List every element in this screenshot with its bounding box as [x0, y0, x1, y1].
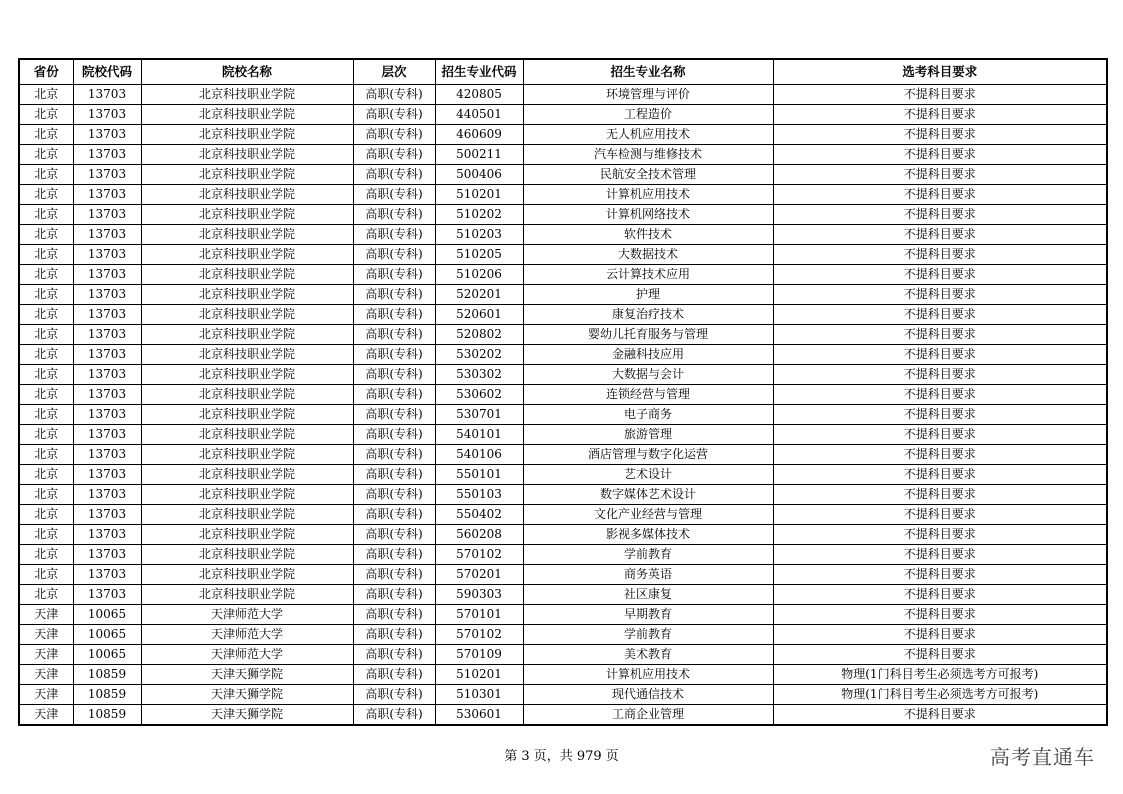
- cell-subject-requirement: 不提科目要求: [773, 225, 1107, 245]
- cell-major-code: 520802: [435, 325, 523, 345]
- cell-subject-requirement: 不提科目要求: [773, 425, 1107, 445]
- cell-major-code: 510201: [435, 665, 523, 685]
- cell-school-name: 天津天狮学院: [141, 665, 353, 685]
- cell-school-name: 北京科技职业学院: [141, 425, 353, 445]
- cell-major-name: 计算机应用技术: [523, 185, 773, 205]
- cell-major-code: 550103: [435, 485, 523, 505]
- cell-major-name: 大数据技术: [523, 245, 773, 265]
- cell-major-code: 510206: [435, 265, 523, 285]
- cell-level: 高职(专科): [353, 685, 435, 705]
- header-school-name: 院校名称: [141, 59, 353, 85]
- cell-major-name: 汽车检测与维修技术: [523, 145, 773, 165]
- cell-major-name: 数字媒体艺术设计: [523, 485, 773, 505]
- cell-school-code: 13703: [73, 245, 141, 265]
- cell-level: 高职(专科): [353, 345, 435, 365]
- table-row: [19, 645, 1107, 665]
- table-row: [19, 445, 1107, 465]
- cell-province: 北京: [19, 105, 73, 125]
- table-row: [19, 665, 1107, 685]
- cell-subject-requirement: 不提科目要求: [773, 385, 1107, 405]
- cell-major-code: 570201: [435, 565, 523, 585]
- cell-school-name: 北京科技职业学院: [141, 465, 353, 485]
- cell-level: 高职(专科): [353, 505, 435, 525]
- cell-school-code: 10859: [73, 705, 141, 726]
- cell-school-code: 13703: [73, 365, 141, 385]
- cell-province: 北京: [19, 125, 73, 145]
- cell-province: 北京: [19, 85, 73, 105]
- cell-subject-requirement: 不提科目要求: [773, 485, 1107, 505]
- table-row: [19, 405, 1107, 425]
- cell-school-name: 天津天狮学院: [141, 685, 353, 705]
- cell-major-code: 460609: [435, 125, 523, 145]
- cell-school-name: 北京科技职业学院: [141, 405, 353, 425]
- cell-school-name: 北京科技职业学院: [141, 245, 353, 265]
- cell-school-code: 13703: [73, 385, 141, 405]
- cell-school-name: 北京科技职业学院: [141, 105, 353, 125]
- cell-subject-requirement: 不提科目要求: [773, 605, 1107, 625]
- cell-level: 高职(专科): [353, 625, 435, 645]
- cell-major-code: 530701: [435, 405, 523, 425]
- cell-subject-requirement: 不提科目要求: [773, 205, 1107, 225]
- cell-subject-requirement: 不提科目要求: [773, 305, 1107, 325]
- table-row: [19, 345, 1107, 365]
- cell-province: 北京: [19, 465, 73, 485]
- cell-major-code: 440501: [435, 105, 523, 125]
- cell-major-code: 540101: [435, 425, 523, 445]
- table-row: [19, 225, 1107, 245]
- cell-school-name: 北京科技职业学院: [141, 525, 353, 545]
- table-row: [19, 685, 1107, 705]
- cell-major-code: 540106: [435, 445, 523, 465]
- cell-subject-requirement: 不提科目要求: [773, 645, 1107, 665]
- table-row: [19, 105, 1107, 125]
- cell-subject-requirement: 不提科目要求: [773, 525, 1107, 545]
- admission-table: [18, 58, 1108, 726]
- cell-school-code: 13703: [73, 185, 141, 205]
- cell-school-code: 13703: [73, 545, 141, 565]
- cell-school-code: 10065: [73, 605, 141, 625]
- cell-province: 天津: [19, 645, 73, 665]
- cell-level: 高职(专科): [353, 665, 435, 685]
- cell-subject-requirement: 不提科目要求: [773, 85, 1107, 105]
- cell-province: 天津: [19, 685, 73, 705]
- table-row: [19, 585, 1107, 605]
- cell-level: 高职(专科): [353, 245, 435, 265]
- cell-major-code: 570102: [435, 545, 523, 565]
- cell-school-name: 北京科技职业学院: [141, 225, 353, 245]
- cell-province: 北京: [19, 165, 73, 185]
- cell-province: 北京: [19, 545, 73, 565]
- table-row: [19, 625, 1107, 645]
- cell-major-name: 学前教育: [523, 625, 773, 645]
- cell-subject-requirement: 不提科目要求: [773, 505, 1107, 525]
- cell-province: 北京: [19, 325, 73, 345]
- cell-province: 北京: [19, 245, 73, 265]
- cell-province: 北京: [19, 145, 73, 165]
- cell-province: 天津: [19, 625, 73, 645]
- cell-province: 北京: [19, 225, 73, 245]
- cell-major-code: 570101: [435, 605, 523, 625]
- cell-province: 天津: [19, 705, 73, 726]
- cell-major-name: 计算机应用技术: [523, 665, 773, 685]
- cell-level: 高职(专科): [353, 265, 435, 285]
- cell-major-code: 510202: [435, 205, 523, 225]
- cell-subject-requirement: 不提科目要求: [773, 465, 1107, 485]
- cell-subject-requirement: 不提科目要求: [773, 265, 1107, 285]
- cell-school-name: 北京科技职业学院: [141, 365, 353, 385]
- table-row: [19, 365, 1107, 385]
- cell-province: 天津: [19, 605, 73, 625]
- cell-level: 高职(专科): [353, 145, 435, 165]
- cell-school-name: 北京科技职业学院: [141, 545, 353, 565]
- cell-level: 高职(专科): [353, 85, 435, 105]
- cell-subject-requirement: 不提科目要求: [773, 585, 1107, 605]
- cell-school-name: 北京科技职业学院: [141, 185, 353, 205]
- cell-level: 高职(专科): [353, 465, 435, 485]
- cell-school-code: 13703: [73, 205, 141, 225]
- cell-major-name: 计算机网络技术: [523, 205, 773, 225]
- cell-province: 北京: [19, 585, 73, 605]
- table-row: [19, 385, 1107, 405]
- cell-school-code: 13703: [73, 505, 141, 525]
- cell-level: 高职(专科): [353, 365, 435, 385]
- cell-subject-requirement: 不提科目要求: [773, 105, 1107, 125]
- cell-major-name: 艺术设计: [523, 465, 773, 485]
- table-row: [19, 285, 1107, 305]
- cell-subject-requirement: 不提科目要求: [773, 325, 1107, 345]
- table-row: [19, 565, 1107, 585]
- table-row: [19, 485, 1107, 505]
- cell-school-name: 天津师范大学: [141, 645, 353, 665]
- cell-school-name: 北京科技职业学院: [141, 385, 353, 405]
- cell-subject-requirement: 不提科目要求: [773, 345, 1107, 365]
- cell-major-code: 550402: [435, 505, 523, 525]
- cell-major-name: 婴幼儿托育服务与管理: [523, 325, 773, 345]
- cell-province: 北京: [19, 365, 73, 385]
- cell-major-name: 早期教育: [523, 605, 773, 625]
- cell-level: 高职(专科): [353, 485, 435, 505]
- page-number: 第 3 页，共 979 页: [504, 749, 619, 764]
- cell-school-code: 13703: [73, 485, 141, 505]
- cell-subject-requirement: 不提科目要求: [773, 185, 1107, 205]
- cell-school-code: 13703: [73, 125, 141, 145]
- cell-level: 高职(专科): [353, 305, 435, 325]
- cell-major-name: 电子商务: [523, 405, 773, 425]
- admission-table-container: [18, 58, 1106, 726]
- cell-major-name: 工商企业管理: [523, 705, 773, 726]
- cell-major-name: 环境管理与评价: [523, 85, 773, 105]
- cell-province: 北京: [19, 405, 73, 425]
- table-row: [19, 305, 1107, 325]
- cell-school-name: 北京科技职业学院: [141, 565, 353, 585]
- cell-level: 高职(专科): [353, 105, 435, 125]
- cell-major-code: 520201: [435, 285, 523, 305]
- cell-school-name: 北京科技职业学院: [141, 205, 353, 225]
- cell-school-code: 13703: [73, 565, 141, 585]
- cell-subject-requirement: 物理(1门科目考生必须选考方可报考): [773, 685, 1107, 705]
- cell-major-name: 酒店管理与数字化运营: [523, 445, 773, 465]
- table-row: [19, 85, 1107, 105]
- cell-level: 高职(专科): [353, 285, 435, 305]
- cell-major-name: 学前教育: [523, 545, 773, 565]
- cell-major-code: 530302: [435, 365, 523, 385]
- table-row: [19, 465, 1107, 485]
- cell-major-name: 连锁经营与管理: [523, 385, 773, 405]
- cell-province: 北京: [19, 205, 73, 225]
- cell-province: 北京: [19, 565, 73, 585]
- header-school-code: 院校代码: [73, 59, 141, 85]
- cell-school-name: 天津天狮学院: [141, 705, 353, 726]
- cell-level: 高职(专科): [353, 445, 435, 465]
- table-row: [19, 265, 1107, 285]
- cell-province: 北京: [19, 305, 73, 325]
- cell-subject-requirement: 不提科目要求: [773, 125, 1107, 145]
- cell-subject-requirement: 不提科目要求: [773, 625, 1107, 645]
- cell-subject-requirement: 不提科目要求: [773, 285, 1107, 305]
- table-row: [19, 165, 1107, 185]
- cell-school-code: 13703: [73, 465, 141, 485]
- cell-school-code: 13703: [73, 425, 141, 445]
- cell-major-code: 560208: [435, 525, 523, 545]
- cell-major-name: 大数据与会计: [523, 365, 773, 385]
- table-row: [19, 205, 1107, 225]
- header-subject-requirement: 选考科目要求: [773, 59, 1107, 85]
- cell-subject-requirement: 不提科目要求: [773, 545, 1107, 565]
- cell-school-code: 10859: [73, 665, 141, 685]
- cell-province: 北京: [19, 285, 73, 305]
- cell-major-name: 无人机应用技术: [523, 125, 773, 145]
- cell-major-name: 软件技术: [523, 225, 773, 245]
- cell-major-code: 500406: [435, 165, 523, 185]
- table-row: [19, 125, 1107, 145]
- table-row: [19, 605, 1107, 625]
- cell-level: 高职(专科): [353, 585, 435, 605]
- cell-province: 北京: [19, 505, 73, 525]
- cell-subject-requirement: 不提科目要求: [773, 365, 1107, 385]
- cell-level: 高职(专科): [353, 605, 435, 625]
- cell-level: 高职(专科): [353, 645, 435, 665]
- cell-major-code: 590303: [435, 585, 523, 605]
- cell-school-name: 北京科技职业学院: [141, 505, 353, 525]
- table-header-row: [19, 59, 1107, 85]
- cell-subject-requirement: 不提科目要求: [773, 445, 1107, 465]
- cell-school-name: 北京科技职业学院: [141, 445, 353, 465]
- header-province: 省份: [19, 59, 73, 85]
- cell-major-code: 420805: [435, 85, 523, 105]
- table-row: [19, 425, 1107, 445]
- cell-school-code: 13703: [73, 265, 141, 285]
- cell-school-name: 北京科技职业学院: [141, 345, 353, 365]
- cell-major-name: 云计算技术应用: [523, 265, 773, 285]
- cell-school-name: 北京科技职业学院: [141, 265, 353, 285]
- cell-level: 高职(专科): [353, 225, 435, 245]
- cell-major-code: 510205: [435, 245, 523, 265]
- cell-school-code: 13703: [73, 525, 141, 545]
- table-row: [19, 505, 1107, 525]
- cell-major-name: 社区康复: [523, 585, 773, 605]
- cell-school-name: 北京科技职业学院: [141, 125, 353, 145]
- cell-school-name: 天津师范大学: [141, 605, 353, 625]
- cell-level: 高职(专科): [353, 525, 435, 545]
- cell-major-name: 美术教育: [523, 645, 773, 665]
- cell-major-code: 510201: [435, 185, 523, 205]
- cell-school-code: 10859: [73, 685, 141, 705]
- cell-province: 北京: [19, 445, 73, 465]
- table-row: [19, 325, 1107, 345]
- cell-school-code: 13703: [73, 405, 141, 425]
- cell-school-code: 13703: [73, 225, 141, 245]
- cell-major-code: 570109: [435, 645, 523, 665]
- cell-province: 北京: [19, 425, 73, 445]
- cell-school-name: 北京科技职业学院: [141, 285, 353, 305]
- cell-major-name: 商务英语: [523, 565, 773, 585]
- cell-school-code: 13703: [73, 345, 141, 365]
- cell-level: 高职(专科): [353, 165, 435, 185]
- cell-province: 北京: [19, 345, 73, 365]
- cell-school-name: 北京科技职业学院: [141, 585, 353, 605]
- table-row: [19, 545, 1107, 565]
- header-level: 层次: [353, 59, 435, 85]
- table-body: [19, 85, 1107, 726]
- cell-subject-requirement: 不提科目要求: [773, 145, 1107, 165]
- table-row: [19, 525, 1107, 545]
- cell-major-name: 文化产业经营与管理: [523, 505, 773, 525]
- cell-level: 高职(专科): [353, 545, 435, 565]
- cell-school-code: 10065: [73, 625, 141, 645]
- cell-subject-requirement: 不提科目要求: [773, 405, 1107, 425]
- cell-province: 北京: [19, 525, 73, 545]
- cell-major-name: 影视多媒体技术: [523, 525, 773, 545]
- cell-level: 高职(专科): [353, 385, 435, 405]
- cell-major-name: 护理: [523, 285, 773, 305]
- cell-major-name: 民航安全技术管理: [523, 165, 773, 185]
- cell-province: 北京: [19, 185, 73, 205]
- cell-level: 高职(专科): [353, 325, 435, 345]
- cell-province: 天津: [19, 665, 73, 685]
- header-major-code: 招生专业代码: [435, 59, 523, 85]
- watermark-logo-text: 高考直通车: [990, 745, 1095, 769]
- table-row: [19, 145, 1107, 165]
- cell-province: 北京: [19, 265, 73, 285]
- cell-subject-requirement: 不提科目要求: [773, 165, 1107, 185]
- cell-major-name: 康复治疗技术: [523, 305, 773, 325]
- cell-school-name: 北京科技职业学院: [141, 325, 353, 345]
- cell-major-code: 550101: [435, 465, 523, 485]
- cell-major-name: 旅游管理: [523, 425, 773, 445]
- cell-level: 高职(专科): [353, 185, 435, 205]
- cell-school-name: 北京科技职业学院: [141, 165, 353, 185]
- cell-subject-requirement: 物理(1门科目考生必须选考方可报考): [773, 665, 1107, 685]
- cell-major-code: 530601: [435, 705, 523, 726]
- cell-school-code: 10065: [73, 645, 141, 665]
- cell-level: 高职(专科): [353, 425, 435, 445]
- cell-school-code: 13703: [73, 585, 141, 605]
- cell-level: 高职(专科): [353, 565, 435, 585]
- cell-major-name: 金融科技应用: [523, 345, 773, 365]
- cell-major-code: 510301: [435, 685, 523, 705]
- cell-major-code: 530202: [435, 345, 523, 365]
- cell-subject-requirement: 不提科目要求: [773, 245, 1107, 265]
- cell-school-name: 北京科技职业学院: [141, 85, 353, 105]
- cell-school-code: 13703: [73, 305, 141, 325]
- cell-level: 高职(专科): [353, 705, 435, 726]
- cell-subject-requirement: 不提科目要求: [773, 565, 1107, 585]
- cell-subject-requirement: 不提科目要求: [773, 705, 1107, 726]
- cell-school-code: 13703: [73, 445, 141, 465]
- cell-province: 北京: [19, 485, 73, 505]
- cell-school-name: 天津师范大学: [141, 625, 353, 645]
- cell-school-name: 北京科技职业学院: [141, 485, 353, 505]
- cell-level: 高职(专科): [353, 405, 435, 425]
- header-major-name: 招生专业名称: [523, 59, 773, 85]
- cell-school-code: 13703: [73, 165, 141, 185]
- cell-level: 高职(专科): [353, 125, 435, 145]
- cell-level: 高职(专科): [353, 205, 435, 225]
- cell-major-code: 530602: [435, 385, 523, 405]
- cell-province: 北京: [19, 385, 73, 405]
- cell-major-code: 570102: [435, 625, 523, 645]
- table-row: [19, 705, 1107, 726]
- cell-school-code: 13703: [73, 85, 141, 105]
- cell-school-code: 13703: [73, 285, 141, 305]
- cell-major-code: 520601: [435, 305, 523, 325]
- table-row: [19, 185, 1107, 205]
- cell-major-name: 工程造价: [523, 105, 773, 125]
- cell-school-code: 13703: [73, 145, 141, 165]
- cell-school-code: 13703: [73, 105, 141, 125]
- table-row: [19, 245, 1107, 265]
- cell-major-code: 500211: [435, 145, 523, 165]
- cell-major-name: 现代通信技术: [523, 685, 773, 705]
- cell-school-name: 北京科技职业学院: [141, 305, 353, 325]
- cell-school-code: 13703: [73, 325, 141, 345]
- cell-major-code: 510203: [435, 225, 523, 245]
- cell-school-name: 北京科技职业学院: [141, 145, 353, 165]
